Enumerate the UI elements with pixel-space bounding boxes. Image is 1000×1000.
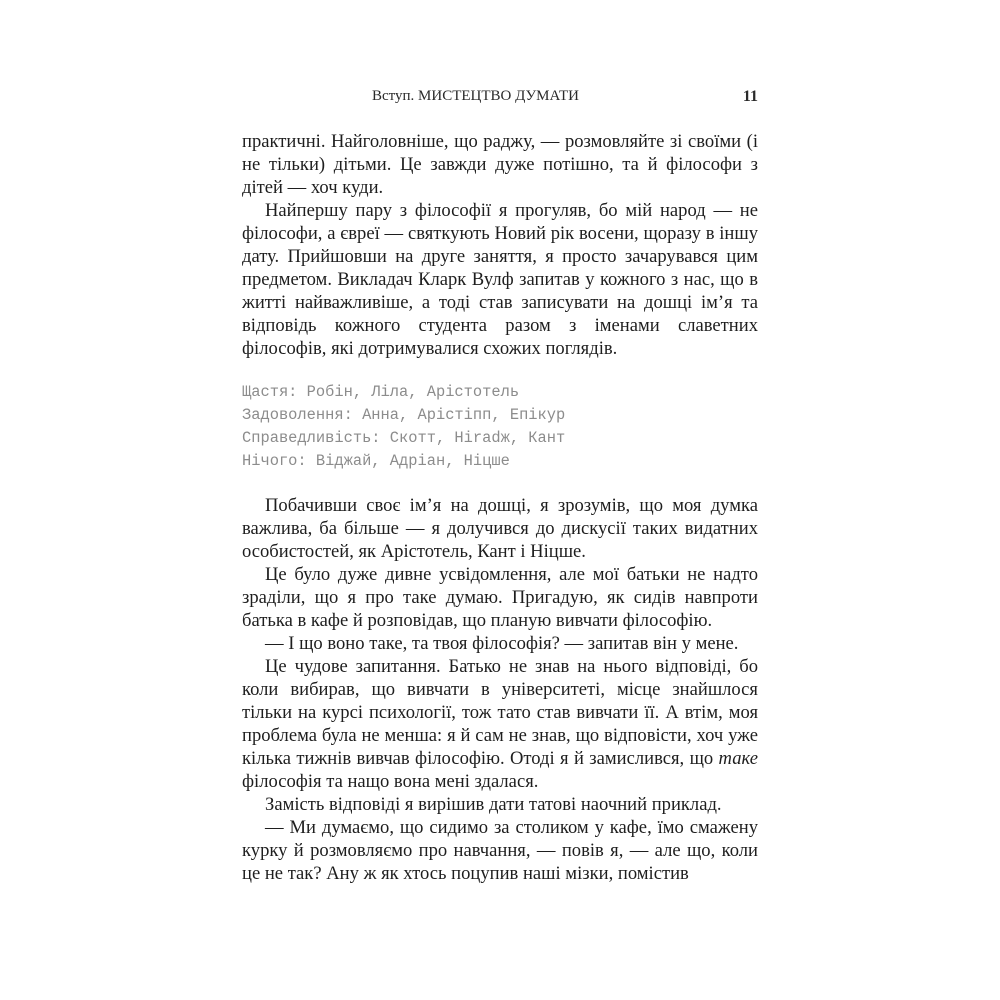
paragraph-8: — Ми думаємо, що сидимо за столиком у кафе, їмо смажену курку й розмовляємо про навчання, — повів я, — але що, коли це не так? Ану ж як хтось поцупив наші мізки, помістив [242,817,758,884]
paragraph-6-text-a: Це чудове запитання. Батько не знав на нього відповіді, бо коли вибирав, що вивчати в університеті, місце знайшлося тільки на курсі психології, тож тато став вивчати її. А втім, моя проблема була не менша: я й сам не знав, що відповісти, хоч уже кілька тижнів вивчав філософію. Отоді я й замислився, що [242,656,758,769]
paragraph-2: Найпершу пару з філософії я прогуляв, бо мій народ — не філософи, а євреї — святкують Новий рік восени, щоразу в іншу дату. Прийшовши на друге заняття, я просто зачарувався цим предметом. Викладач Кларк Вулф запитав у кожного з нас, що в житті найважливіше, а тоді став записувати на дошці ім’я та відповідь кожного студента разом з іменами славетних філософів, які дотримувалися схожих поглядів. [242,200,758,359]
list-item: Нічого: Віджай, Адріан, Ніцше [242,452,510,470]
paragraph-6 [242,655,758,793]
blackboard-list [242,381,758,473]
list-item: Щастя: Робін, Ліла, Арістотель [242,383,520,401]
paragraph-1: практичні. Найголовніше, що раджу, — розмовляйте зі своїми (і не тільки) дітьми. Це завжди дуже потішно, та й філософи з дітей — хоч куди. [242,131,758,198]
paragraph-6-text-b: філософія та нащо вона мені здалася. [242,771,539,792]
page-number: 11 [742,88,758,105]
paragraph-5: — І що воно таке, та твоя філософія? — запитав він у мене. [265,633,739,654]
list-item: Справедливість: Скотт, Ніradж, Кант [242,429,566,447]
running-head [242,88,758,108]
running-title: Вступ. МИСТЕЦТВО ДУМАТИ [372,88,580,104]
list-item: Задоволення: Анна, Арістіпп, Епікур [242,406,566,424]
paragraph-3: Побачивши своє ім’я на дошці, я зрозумів, що моя думка важлива, ба більше — я долучився до дискусії таких видатних особистостей, як Арістотель, Кант і Ніцше. [242,495,758,562]
paragraph-6-emphasis: таке [718,748,758,769]
body-text [242,130,758,885]
paragraph-7: Замість відповіді я вирішив дати татові наочний приклад. [265,794,722,815]
paragraph-4: Це було дуже дивне усвідомлення, але мої батьки не надто зраділи, що я про таке думаю. Пригадую, як сидів навпроти батька в кафе й розповідав, що планую вивчати філософію. [242,564,758,631]
